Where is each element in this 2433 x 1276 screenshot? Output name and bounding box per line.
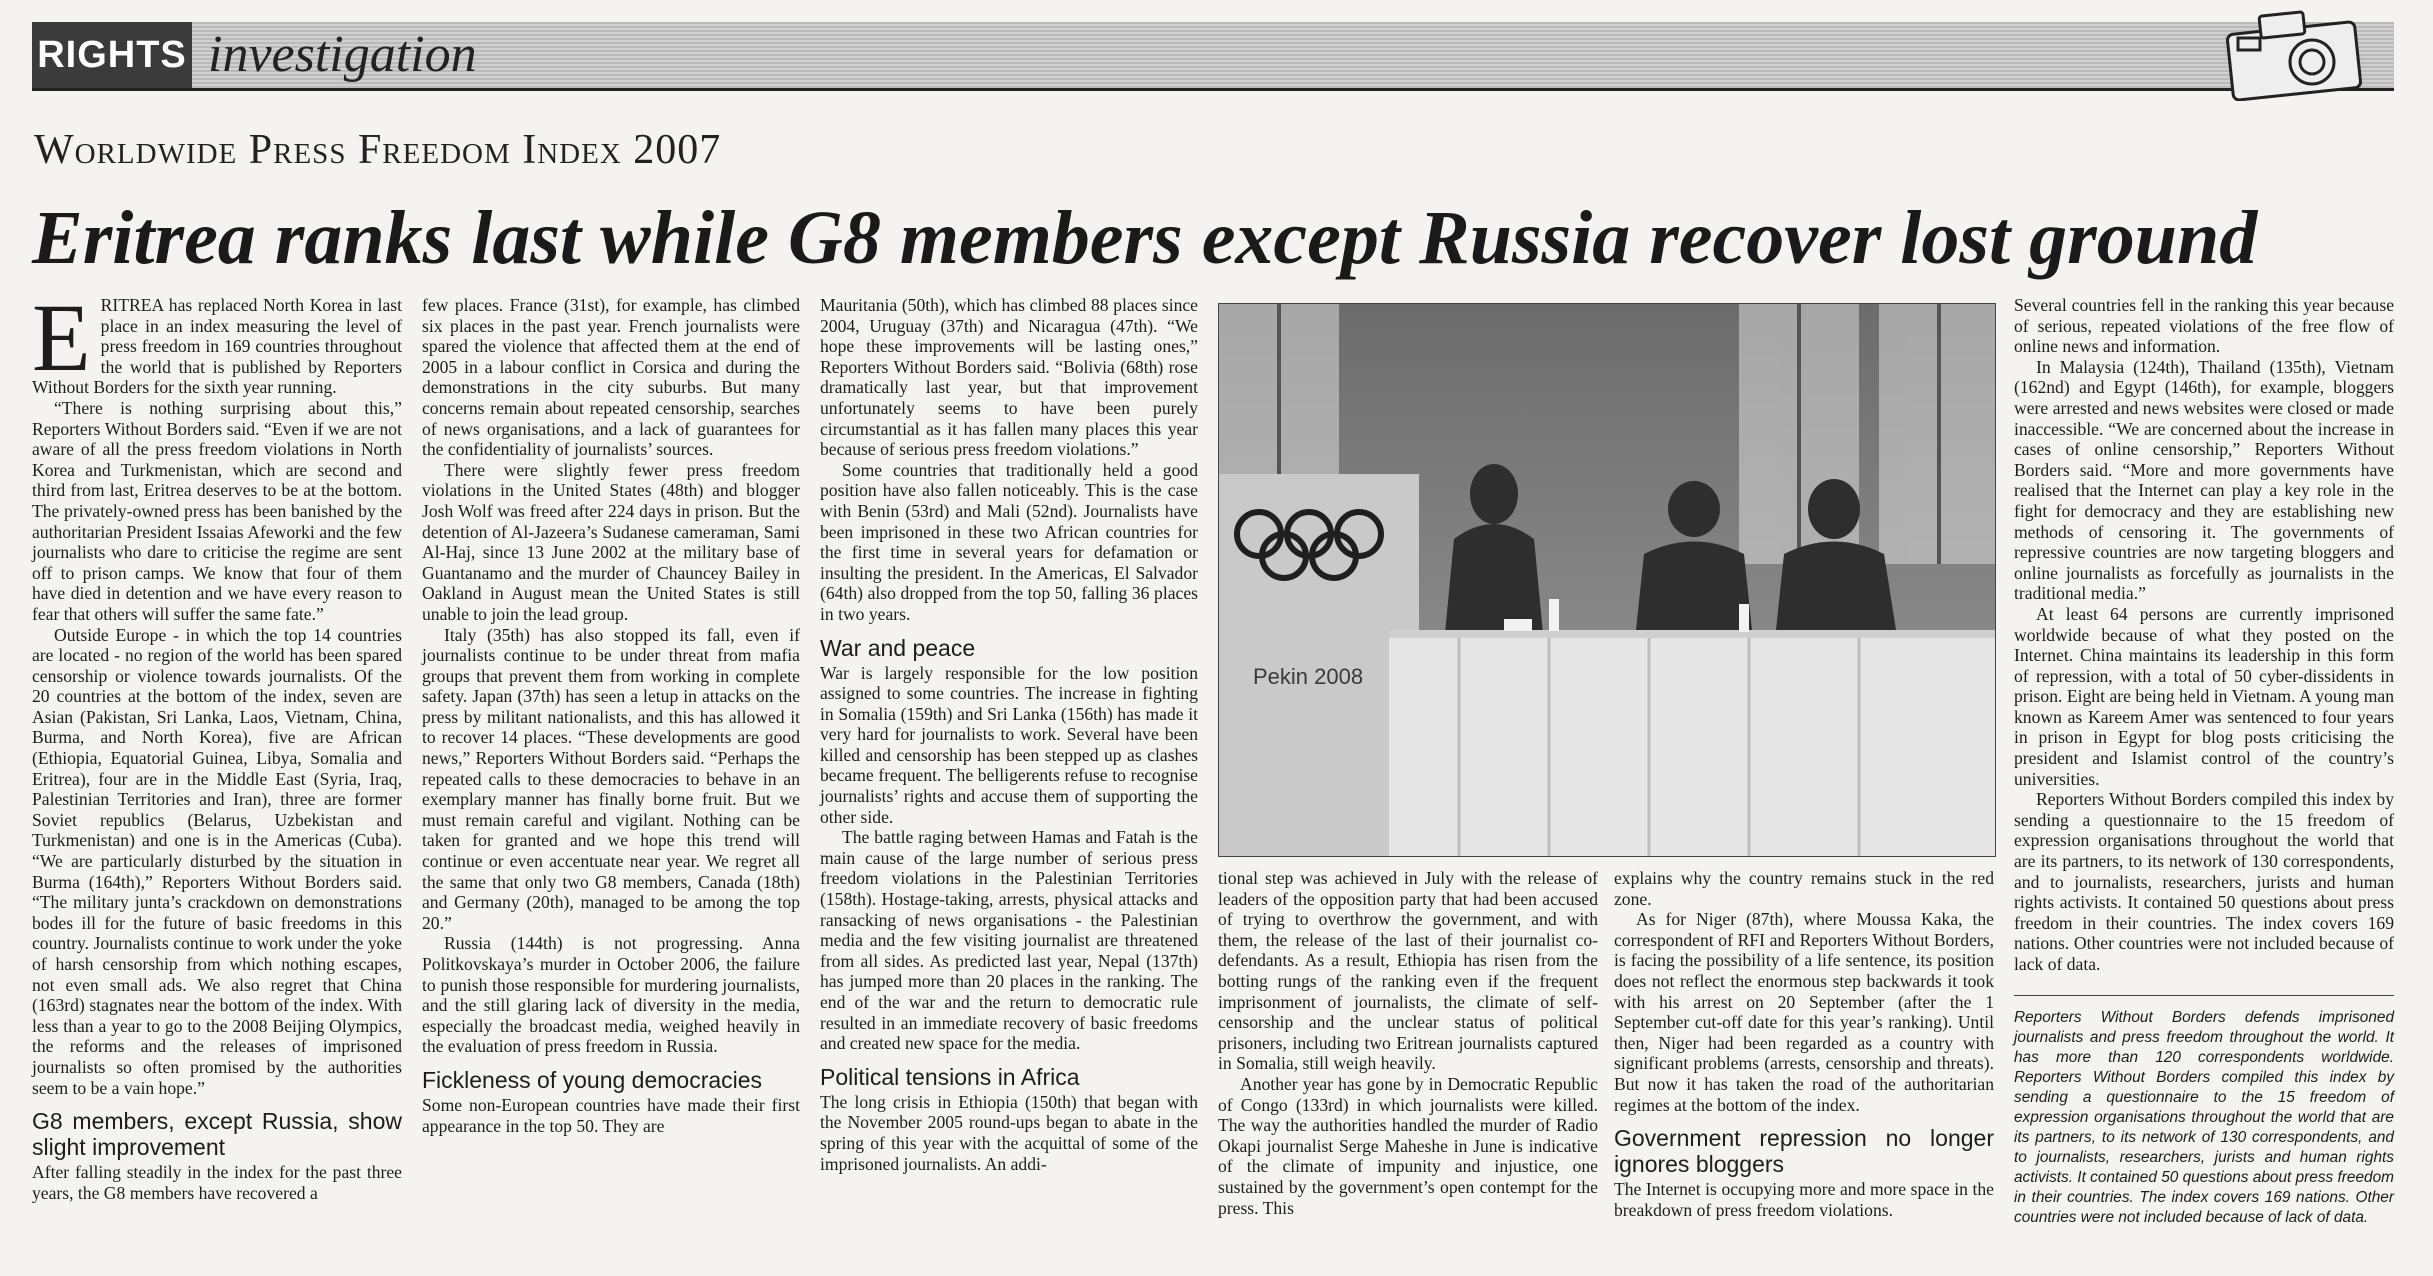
article-column-4 — [1218, 868, 1598, 1218]
paragraph: The battle raging between Hamas and Fatah is the main cause of the large number of serious press freedom violations in the Palestinian Territories (158th). Hostage-taking, arrests, physical attacks and ransacking of news organisations - the Palestinian media and the few visiting journalist are threatened from all sides. As predicted last year, Nepal (137th) has jumped more than 20 places in the ranking. The end of the war and the return to democratic rule resulted in an immediate recovery of basic freedoms and created new space for the media. — [820, 827, 1198, 1054]
article-column-5 — [1614, 868, 1994, 1220]
section-banner — [32, 22, 2394, 91]
paragraph: few places. France (31st), for example, has climbed six places in the past year. French journalists were spared the violence that affected them at the end of 2005 in a labour conflict in Corsica and during the demonstrations in the city suburbs. But many concerns remain about repeated censorship, searches of news organisations, and a lack of guarantees for the confidentiality of journalists’ sources. — [422, 295, 800, 460]
paragraph: Some non-European countries have made their first appearance in the top 50. They are — [422, 1094, 800, 1136]
paragraph: War is largely responsible for the low position assigned to some countries. The increase in fighting in Somalia (159th) and Sri Lanka (156th) has made it very hard for journalists to work. Several have been killed and censorship has been stepped up as clashes became frequent. The belligerents refuse to recognise journalists’ rights and accuse them of supporting the other side. — [820, 662, 1198, 827]
paragraph: “There is nothing surprising about this,” Reporters Without Borders said. “Even if we are not aware of all the press freedom violations in North Korea and Turkmenistan, which are second and third from last, Eritrea deserves to be at the bottom. The privately-owned press has been banished by the authoritarian President Issaias Afeworki and the few journalists who dare to criticise the regime are sent off to prison camps. We know that four of them have died in detention and we have every reason to fear that others will suffer the same fate.” — [32, 397, 402, 624]
paragraph: Reporters Without Borders compiled this index by sending a questionnaire to the 15 freedom of expression organisations throughout the world that are its partners, to its network of 130 correspondents, and to journalists, researchers, jurists and human rights activists. It contained 50 questions about press freedom in their countries. The index covers 169 nations. Other countries were not included because of lack of data. — [2014, 789, 2394, 974]
paragraph — [32, 284, 402, 398]
paragraph: Another year has gone by in Democratic Republic of Congo (133rd) in which journalists were killed. The way the authorities handled the murder of Radio Okapi journalist Serge Maheshe in June is indicative of the climate of impunity and injustice, one sustained by the government’s open contempt for the press. This — [1218, 1073, 1598, 1218]
info-caption: Reporters Without Borders defends imprisoned journalists and press freedom throughout the world. It has more than 120 correspondents worldwide. Reporters Without Borders compiled this index by sending a questionnaire to the 15 freedom of expression organisations throughout the world that are its partners, to its network of 130 correspondents, and to journalists, researchers, jurists and human rights activists. It contained 50 questions about press freedom in their countries. The index covers 169 nations. Other countries were not included because of lack of data. — [2014, 995, 2394, 1228]
paragraph: Outside Europe - in which the top 14 countries are located - no region of the world has been spared censorship or violence towards journalists. Of the 20 countries at the bottom of the index, seven are Asian (Pakistan, Sri Lanka, Laos, Vietnam, China, Burma, and North Korea), five are African (Ethiopia, Equatorial Guinea, Libya, Somalia and Eritrea), four are in the Middle East (Syria, Iraq, Palestinian Territories and Iran), three are former Soviet republics (Belarus, Uzbekistan and Turkmenistan) and one is in the Americas (Cuba). “We are particularly disturbed by the situation in Burma (164th),” Reporters Without Borders said. “The military junta’s crackdown on demonstrations bodes ill for the future of basic freedoms in this country. Journalists continue to work under the yoke of harsh censorship from which nothing escapes, not even small ads. We also regret that China (163rd) stagnates near the bottom of the index. With less than a year to go to the 2008 Beijing Olympics, the reforms and the releases of imprisoned journalists so often promised by the authorities seem to be a vain hope.” — [32, 624, 402, 1098]
paragraph: The Internet is occupying more and more space in the breakdown of press freedom violations. — [1614, 1179, 1994, 1220]
photo-illustration — [1219, 304, 1995, 856]
article-column-1 — [32, 284, 402, 1203]
subheading: Political tensions in Africa — [820, 1063, 1080, 1090]
kicker: Worldwide Press Freedom Index 2007 — [34, 127, 722, 173]
subheading: War and peace — [820, 634, 976, 661]
paragraph: There were slightly fewer press freedom violations in the United States (48th) and blogger Josh Wolf was freed after 224 days in prison. But the detention of Al-Jazeera’s Sudanese cameraman, Sami Al-Haj, since 13 June 2002 at the military base of Guantanamo and the murder of Chauncey Bailey in Oakland in August mean the United States is still unable to join the lead group. — [422, 459, 800, 624]
paragraph: Russia (144th) is not progressing. Anna Politkovskaya’s murder in October 2006, the failure to punish those responsible for murdering journalists, and the still glaring lack of diversity in the media, especially the broadcast media, weighed heavily in the evaluation of press freedom in Russia. — [422, 933, 800, 1057]
paragraph: After falling steadily in the index for the past three years, the G8 members have recovered a — [32, 1162, 402, 1203]
headline: Eritrea ranks last while G8 members except Russia recover lost ground — [32, 196, 2258, 280]
article-column-3 — [820, 295, 1198, 1174]
section-tag: RIGHTS — [32, 22, 192, 88]
drop-cap: E — [32, 284, 91, 391]
backdrop-text: Pekin 2008 — [1253, 664, 1364, 689]
paragraph: The long crisis in Ethiopia (150th) that began with the November 2005 round-ups began to abate in the spring of this year with the acquittal of some of the imprisoned journalists. An addi- — [820, 1091, 1198, 1174]
article-column-6 — [2014, 295, 2394, 1228]
subheading: Government repression no longer ignores bloggers — [1614, 1125, 1994, 1178]
paragraph: Mauritania (50th), which has climbed 88 places since 2004, Uruguay (37th) and Nicaragua (47th). “We hope these improvements will be lasting ones,” Reporters Without Borders said. “Bolivia (68th) rose dramatically last year, but that improvement unfortunately seems to have been purely circumstantial as it has fallen many places this year because of serious press freedom violations.” — [820, 295, 1198, 460]
paragraph: tional step was achieved in July with the release of leaders of the opposition party that had been accused of trying to overthrow the government, and with them, the release of the last of their journalist co-defendants. As a result, Ethiopia has risen from the botting rungs of the ranking even if the frequent imprisonment of journalists, the climate of self-censorship and the unclear status of political prisoners, including two Eritrean journalists captured in Somalia, still weigh heavily. — [1218, 868, 1598, 1074]
subheading: Fickleness of young democracies — [422, 1066, 763, 1093]
paragraph: As for Niger (87th), where Moussa Kaka, the correspondent of RFI and Reporters Without Borders, is facing the possibility of a life sentence, its position does not reflect the enormous step backwards it took with his arrest on 20 September (after the 1 September cut-off date for this year’s ranking). Until then, Niger had been regarded as a country with significant problems (arrests, censorship and threats). But now it has taken the road of the authoritarian regimes at the bottom of the index. — [1614, 909, 1994, 1115]
camera-icon — [2220, 6, 2370, 101]
subheading: G8 members, except Russia, show slight improvement — [32, 1108, 402, 1161]
paragraph: Several countries fell in the ranking this year because of serious, repeated violations of the free flow of online news and information. — [2014, 295, 2394, 357]
article-column-2 — [422, 295, 800, 1136]
paragraph: explains why the country remains stuck in the red zone. — [1614, 868, 1994, 909]
paragraph: Italy (35th) has also stopped its fall, even if journalists continue to be under threat from mafia groups that prevent them from working in complete safety. Japan (37th) has seen a letup in attacks on the press by militant nationalists, and this has allowed it to recover 14 places. “These developments are good news,” Reporters Without Borders said. “Perhaps the repeated calls to these democracies to behave in an exemplary manner has finally borne fruit. But we must remain careful and vigilant. Nothing can be taken for granted and we hope this trend will continue or even accentuate near year. We regret all the same that only two G8 members, Canada (18th) and Germany (20th), managed to be among the top 20.” — [422, 624, 800, 933]
paragraph: Some countries that traditionally held a good position have also fallen noticeably. This is the case with Benin (53rd) and Mali (52nd). Journalists have been imprisoned in these two African countries for the first time in several years for defamation or insulting the president. In the Americas, El Salvador (64th) also dropped from the top 50, falling 36 places in two years. — [820, 459, 1198, 624]
paragraph: In Malaysia (124th), Thailand (135th), Vietnam (162nd) and Egypt (146th), for example, bloggers were arrested and news websites were closed or made inaccessible. “We are concerned about the increase in cases of online censorship,” Reporters Without Borders said. “More and more governments have realised that the Internet can play a key role in the fight for democracy and they are establishing new methods of censoring it. The governments of repressive countries are now targeting bloggers and online journalists as forcefully as journalists in the traditional media.” — [2014, 356, 2394, 604]
paragraph: At least 64 persons are currently imprisoned worldwide because of what they posted on the Internet. China maintains its leadership in this form of repression, with a total of 50 cyber-dissidents in prison. Eight are being held in Vietnam. A young man known as Kareem Amer was sentenced to four years in prison in Egypt for blog posts criticising the president and Islamist control of the country’s universities. — [2014, 603, 2394, 789]
paragraph-text: RITREA has replaced North Korea in last place in an index measuring the level of press freedom in 169 countries throughout the world that is published by Reporters Without Borders for the sixth year running. — [32, 295, 402, 398]
press-conference-photo — [1218, 303, 1996, 857]
section-name: investigation — [208, 26, 477, 83]
